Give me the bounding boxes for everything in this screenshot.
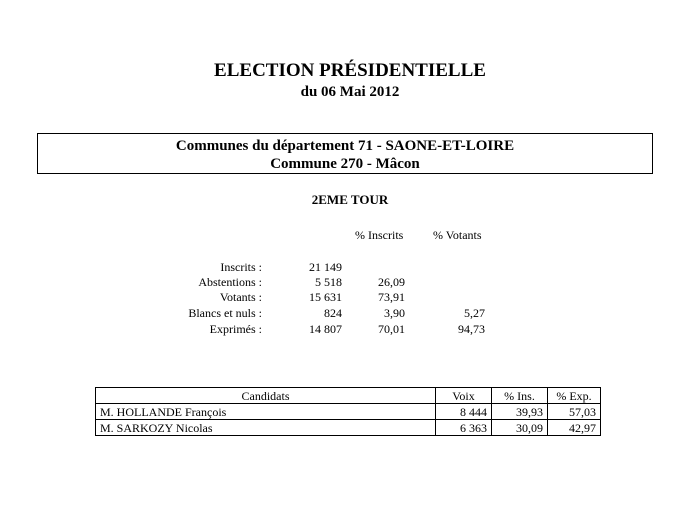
page-title: ELECTION PRÉSIDENTIELLE xyxy=(214,60,486,81)
header-pct-exp: % Exp. xyxy=(548,388,601,404)
candidate-pct-ins: 39,93 xyxy=(492,404,548,420)
commune-box xyxy=(37,133,653,174)
stat-value: 824 xyxy=(324,306,342,320)
stat-pct-inscrits: 3,90 xyxy=(384,306,405,320)
candidate-name: M. SARKOZY Nicolas xyxy=(96,420,436,436)
stat-value: 21 149 xyxy=(309,260,342,274)
table-header-row xyxy=(96,388,601,404)
stat-label: Abstentions : xyxy=(198,275,262,289)
stat-value: 14 807 xyxy=(309,322,342,336)
stat-value: 15 631 xyxy=(309,290,342,304)
department-line: Communes du département 71 - SAONE-ET-LOIRE xyxy=(175,138,515,154)
header-pct-inscrits: % Inscrits xyxy=(355,228,404,242)
stat-label: Blancs et nuls : xyxy=(188,306,262,320)
commune-line: Commune 270 - Mâcon xyxy=(270,156,420,172)
stat-pct-inscrits: 70,01 xyxy=(378,322,405,336)
round-heading: 2EME TOUR xyxy=(311,192,389,207)
candidate-voix: 8 444 xyxy=(436,404,492,420)
stat-pct-inscrits: 26,09 xyxy=(378,275,405,289)
header-pct-ins: % Ins. xyxy=(492,388,548,404)
stat-label: Exprimés : xyxy=(209,322,262,336)
header-pct-votants: % Votants xyxy=(433,228,482,242)
header-voix: Voix xyxy=(436,388,492,404)
candidate-pct-exp: 42,97 xyxy=(548,420,601,436)
header-candidats: Candidats xyxy=(96,388,436,404)
table-row xyxy=(96,420,601,436)
stat-value: 5 518 xyxy=(315,275,342,289)
stat-pct-inscrits: 73,91 xyxy=(378,290,405,304)
stat-pct-votants: 94,73 xyxy=(458,322,485,336)
candidates-table xyxy=(95,387,601,436)
stat-pct-votants: 5,27 xyxy=(464,306,485,320)
page-subtitle: du 06 Mai 2012 xyxy=(300,84,400,100)
candidate-voix: 6 363 xyxy=(436,420,492,436)
stat-label: Votants : xyxy=(219,290,262,304)
candidate-pct-ins: 30,09 xyxy=(492,420,548,436)
candidate-pct-exp: 57,03 xyxy=(548,404,601,420)
table-row xyxy=(96,404,601,420)
stat-label: Inscrits : xyxy=(220,260,262,274)
candidate-name: M. HOLLANDE François xyxy=(96,404,436,420)
